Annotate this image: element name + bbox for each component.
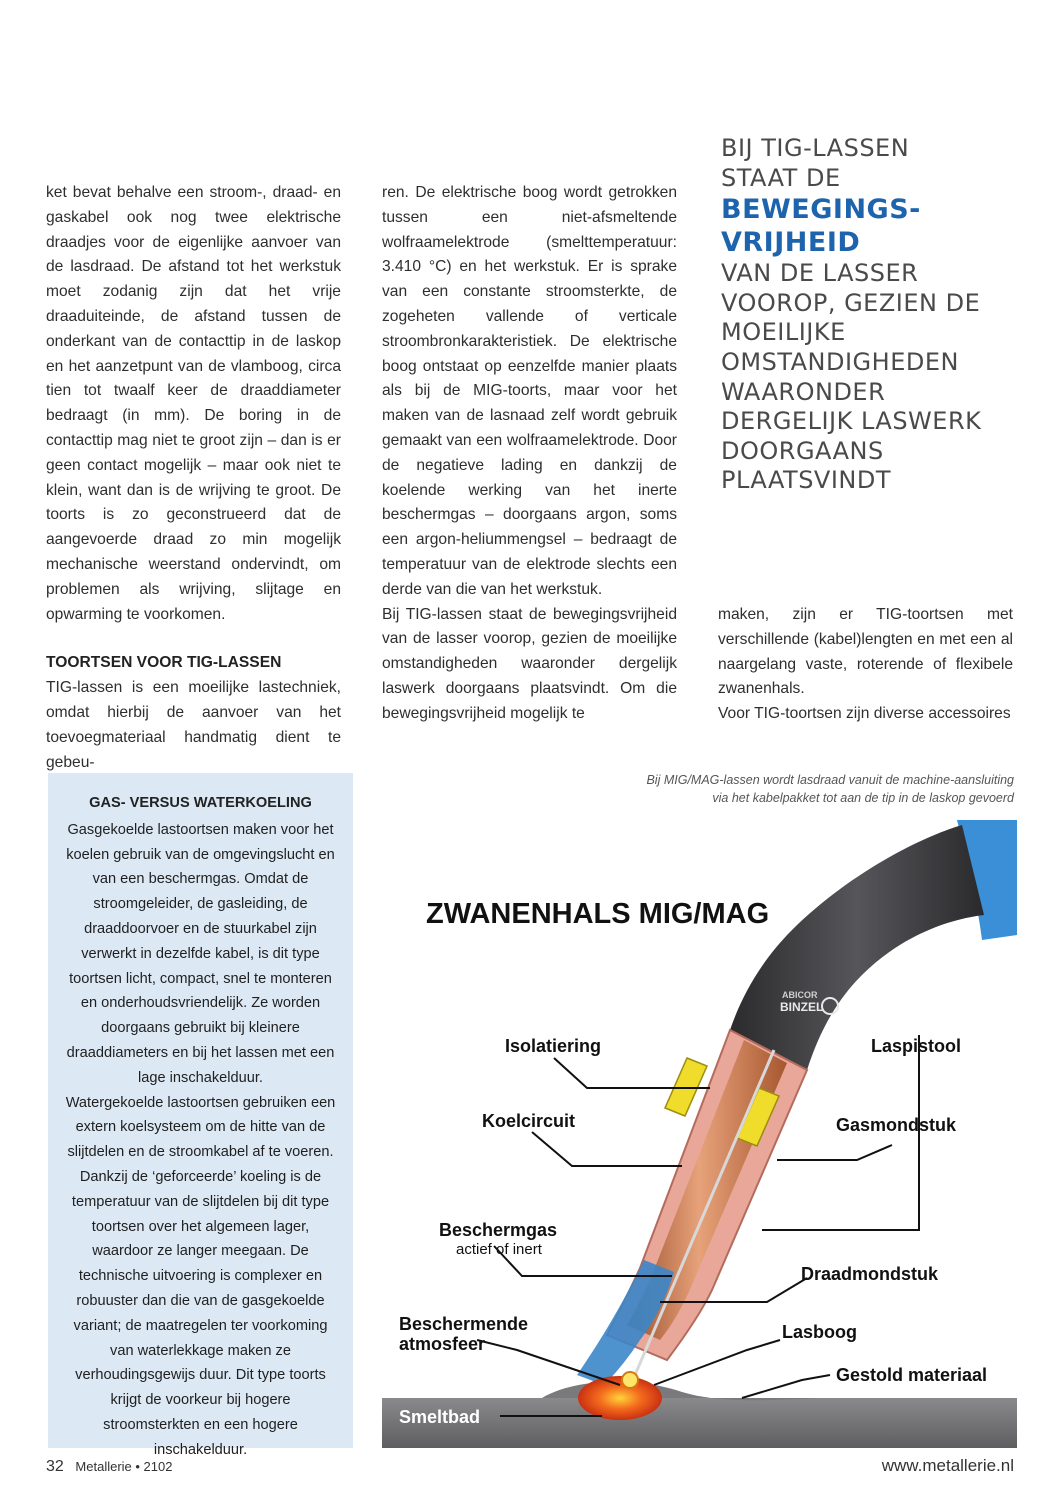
pull-quote-accent: BEWEGINGS- [721,194,921,226]
swan-neck-diagram [382,820,1017,1448]
body-paragraph: Voor TIG-toortsen zijn diverse accessoires [718,705,1011,723]
brand-bottom: BINZEL [780,1000,824,1014]
article-column-2 [382,181,677,727]
section-subheading: TOORTSEN VOOR TIG-LASSEN [46,654,282,672]
label-beschermgas: Beschermgas [439,1220,558,1240]
caption-line: Bij MIG/MAG-lassen wordt lasdraad vanuit de machine-aansluiting [646,773,1014,787]
pull-quote-line: PLAATSVINDT [721,466,892,495]
label-draadmondstuk: Draadmondstuk [801,1264,939,1284]
torch-illustration [382,820,1017,1448]
pull-quote-line: VAN DE LASSER [721,259,919,288]
label-smeltbad: Smeltbad [399,1407,481,1427]
caption-line: via het kabelpakket tot aan de tip in de laskop gevoerd [712,791,1014,805]
page-number: 32 [46,1458,64,1475]
pull-quote-accent: VRIJHEID [721,227,861,259]
weld-pool [578,1376,662,1420]
body-paragraph: TIG-lassen is een moeilijke lastechniek, omdat hierbij de aanvoer van het toevoegmateriaal handmatig dient te gebeu- [46,679,341,771]
sidebar-title: GAS- VERSUS WATERKOELING [89,795,312,811]
pull-quote-line: OMSTANDIGHEDEN [721,347,959,376]
figure-caption [560,771,1014,807]
label-beschermende: Beschermende [399,1314,529,1334]
diagram-title: ZWANENHALS MIG/MAG [426,898,770,930]
pull-quote-line: VOOROP, GEZIEN DE [721,288,981,317]
magazine-issue: Metallerie • 2102 [75,1459,173,1474]
pull-quote-line: DOORGAANS [721,436,884,465]
brand-top: ABICOR [782,990,818,1000]
website-link[interactable]: www.metallerie.nl [881,1456,1014,1475]
article-column-3 [718,603,1013,727]
label-isolatiering: Isolatiering [505,1036,602,1056]
pull-quote-line: DERGELIJK LASWERK [721,407,982,436]
pull-quote-line: MOEILIJKE [721,318,846,347]
sidebar-paragraph: Watergekoelde lastoortsen gebruiken een extern koelsysteem om de hitte van de slijtdelen en de stroomkabel af te voeren. Dankzij de ‘geforceerde’ koeling is de temperatuur van de slijtdelen bij dit type toortsen over het algemeen lager, waardoor ze langer meegaan. De technische uitvoering is complexer en robuuster dan die van de gasgekoelde variant; de maatregelen ter voorkoming van waterlekkage maken ze verhoudingsgewijs duur. Dit type toorts krijgt de voorkeur bij hogere stroomsterkten en een hogere inschakelduur. [65,1094,336,1458]
label-beschermgas-sub: actief of inert [456,1241,542,1258]
footer-left [46,1458,172,1476]
label-atmosfeer: atmosfeer [399,1334,486,1354]
pull-quote-line: WAARONDER [721,377,886,406]
label-lasboog: Lasboog [782,1322,857,1342]
body-paragraph: maken, zijn er TIG-toortsen met verschillende (kabel)lengten en met een al naargelang vaste, roterende of flexibele zwanenhals. [718,606,1013,698]
article-column-1 [46,181,341,775]
body-paragraph: Bij TIG-lassen staat de bewegingsvrijheid van de lasser voorop, gezien de moeilijke omstandigheden waaronder dergelijk laswerk doorgaans plaatsvindt. Om die bewegingsvrijheid mogelijk te [382,605,677,722]
label-laspistool: Laspistool [871,1036,962,1056]
sidebar-paragraph: Gasgekoelde lastoortsen maken voor het koelen gebruik van de omgevingslucht en van een beschermgas. Omdat de stroomgeleider, de gasleiding, de draaddoorvoer en de stuurkabel zijn verwerkt in dezelfde kabel, is dit type toortsen licht, compact, snel te monteren en onderhoudsvriendelijk. Ze worden doorgaans gebruikt bij kleinere draaddiameters en bij het lassen met een lage inschakelduur. [66,821,335,1086]
label-gestold: Gestold materiaal [836,1365,988,1385]
pull-quote-line: BIJ TIG-LASSEN [721,134,910,162]
pull-quote [721,134,1021,496]
body-paragraph: ren. De elektrische boog wordt getrokken tussen een niet-afsmeltende wolfraamelektrode (smelttemperatuur: 3.410 °C) en het werkstuk. Er is sprake van een constante stroomsterkte, de zogeheten vallende of verticale stroombronkarakteristiek. De elektrische boog ontstaat op eenzelfde manier plaats als bij de MIG-toorts, maar voor het maken van de lasnaad zelf wordt gebruik gemaakt van een wolfraamelektrode. Door de negatieve lading en dankzij de koelende werking van het inerte beschermgas – doorgaans argon, soms een argon-heliummengsel – bedraagt de temperatuur van de elektrode slechts een derde van die van het werkstuk. [382,184,677,598]
arc [622,1372,638,1388]
label-gasmondstuk: Gasmondstuk [836,1115,957,1135]
sidebar-box [48,773,353,1458]
torch-cable [730,825,984,1070]
body-paragraph: ket bevat behalve een stroom-, draad- en gaskabel ook nog twee elektrische draadjes voor de eigenlijke aanvoer van de lasdraad. De afstand tot het werkstuk moet zodanig zijn dat het vrije draaduiteinde, de afstand tussen de onderkant van de contacttip in de laskop en het aanzetpunt van de vlamboog, circa tien tot twaalf keer de draaddiameter bedraagt (in mm). De boring in de contacttip mag niet te groot zijn – dan is er geen contact mogelijk – maar ook niet te klein, want dan is de wrijving te groot. De toorts is zo geconstrueerd dat de aangevoerde draad zo min mogelijk mechanische weerstand ondervindt, om problemen als wrijving, slijtage en opwarming te voorkomen. [46,184,341,623]
label-koelcircuit: Koelcircuit [482,1111,576,1131]
pull-quote-line: STAAT DE [721,163,841,192]
